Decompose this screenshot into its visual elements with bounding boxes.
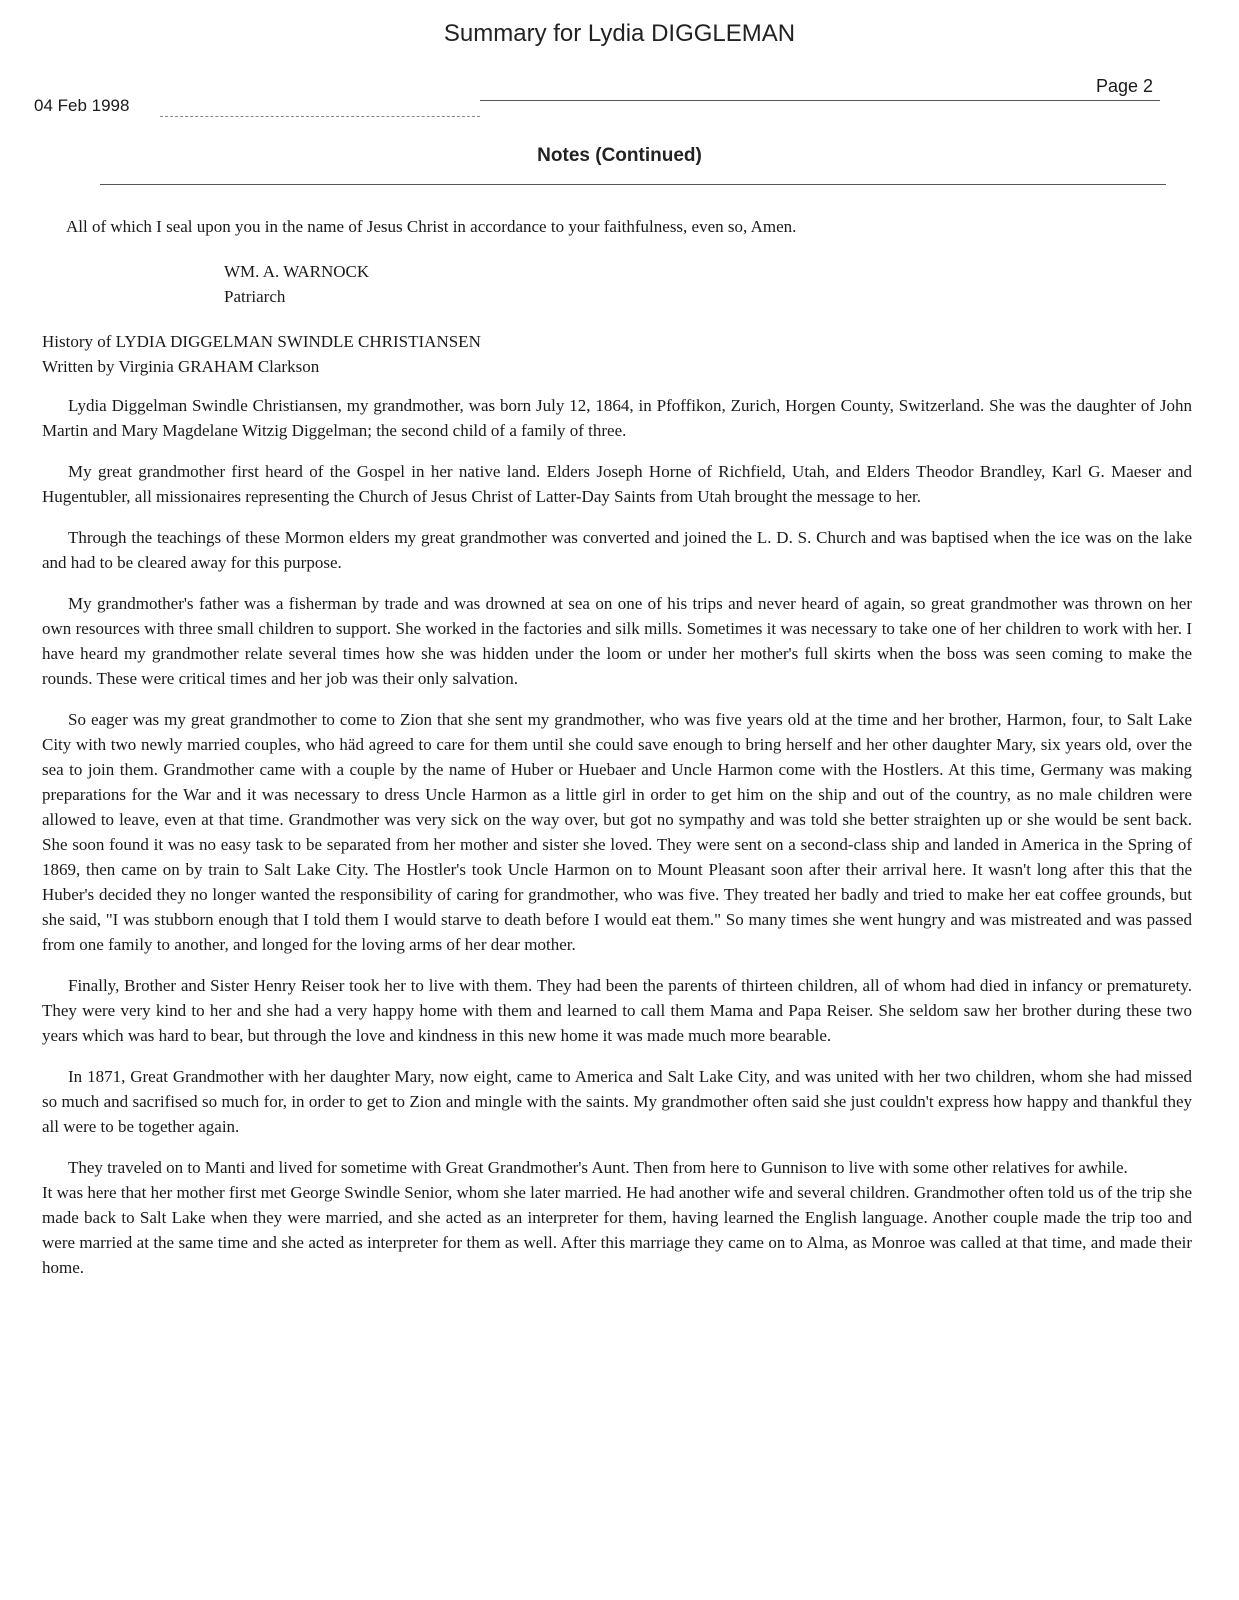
signer-title: Patriarch [224, 287, 286, 306]
page-number: Page 2 [1096, 76, 1154, 96]
history-paragraph: My grandmother's father was a fisherman by trade and was drowned at sea on one of his trips and never heard of again, so great grandmother was thrown on her own resources with three small children to support. She worked in the factories and silk mills. Sometimes it was necessary to take one of her children to work with her. I have heard my grandmother relate several times how she was hidden under the loom or under her mother's full skirts when the boss was seen coming to make the rounds. These were critical times and her job was their only salvation. [42, 594, 1192, 688]
history-paragraph: It was here that her mother first met George Swindle Senior, whom she later married. He had another wife and several children. Grandmother often told us of the trip she made back to Salt Lake when they were married, and she acted as an interpreter for them, having learned the English language. Another couple made the trip too and were married at the same time and she acted as interpreter for them as well. After this marriage they came on to Alma, as Monroe was called at that time, and made their home. [42, 1183, 1192, 1277]
history-author: Written by Virginia GRAHAM Clarkson [42, 357, 320, 376]
header-rule-left [160, 116, 480, 117]
blessing-closing: All of which I seal upon you in the name of Jesus Christ in accordance to your faithfulness, even so, Amen. [66, 217, 797, 236]
notes-body [42, 214, 1192, 1296]
page-title: Summary for Lydia DIGGLEMAN [443, 20, 796, 47]
history-paragraph: In 1871, Great Grandmother with her daughter Mary, now eight, came to America and Salt Lake City, and was united with her two children, whom she had missed so much and sacrifised so much for, in order to get to Zion and mingle with the saints. My grandmother often said she just couldn't express how happy and thankful they all were to be together again. [42, 1067, 1192, 1136]
section-heading: Notes (Continued) [537, 145, 702, 166]
history-paragraph: Lydia Diggelman Swindle Christiansen, my grandmother, was born July 12, 1864, in Pfoffikon, Zurich, Horgen County, Switzerland. She was the daughter of John Martin and Mary Magdelane Witzig Diggelman; the second child of a family of three. [42, 396, 1192, 440]
history-paragraph: So eager was my great grandmother to come to Zion that she sent my grandmother, who was five years old at the time and her brother, Harmon, four, to Salt Lake City with two newly married couples, who häd agreed to care for them until she could save enough to bring herself and her other daughter Mary, six years old, over the sea to join them. Grandmother came with a couple by the name of Huber or Huebaer and Uncle Harmon come with the Hostlers. At this time, Germany was making preparations for the War and it was necessary to dress Uncle Harmon as a little girl in order to get him on the ship and out of the country, as no male children were allowed to leave, even at that time. Grandmother was very sick on the way over, but got no sympathy and was told she better straighten up or she would be sent back. She soon found it was no easy task to be separated from her mother and sister she loved. They were sent on a second-class ship and landed in America in the Spring of 1869, then came on by train to Salt Lake City. The Hostler's took Uncle Harmon on to Mount Pleasant soon after their arrival here. It wasn't long after this that the Huber's decided they no longer wanted the responsibility of caring for grandmother, who was five. They treated her badly and tried to make her eat coffee grounds, but she said, "I was stubborn enough that I told them I would starve to death before I would eat them." So many times she went hungry and was mistreated and was passed from one family to another, and longed for the loving arms of her dear mother. [42, 710, 1192, 954]
signer-name: WM. A. WARNOCK [224, 262, 370, 281]
header-rule-right [480, 100, 1160, 101]
print-date: 04 Feb 1998 [34, 96, 130, 115]
history-paragraph: They traveled on to Manti and lived for sometime with Great Grandmother's Aunt. Then from here to Gunnison to live with some other relatives for awhile. [68, 1158, 1128, 1177]
history-paragraph: My great grandmother first heard of the Gospel in her native land. Elders Joseph Horne of Richfield, Utah, and Elders Theodor Brandley, Karl G. Maeser and Hugentubler, all missionaires representing the Church of Jesus Christ of Latter-Day Saints from Utah brought the message to her. [42, 462, 1192, 506]
history-paragraph: Through the teachings of these Mormon elders my great grandmother was converted and joined the L. D. S. Church and was baptised when the ice was on the lake and had to be cleared away for this purpose. [42, 528, 1192, 572]
section-rule [100, 184, 1166, 185]
history-title: History of LYDIA DIGGELMAN SWINDLE CHRISTIANSEN [42, 332, 481, 351]
history-paragraph: Finally, Brother and Sister Henry Reiser took her to live with them. They had been the parents of thirteen children, all of whom had died in infancy or prematurety. They were very kind to her and she had a very happy home with them and learned to call them Mama and Papa Reiser. She seldom saw her brother during these two years which was hard to bear, but through the love and kindness in this new home it was made much more bearable. [42, 976, 1192, 1045]
